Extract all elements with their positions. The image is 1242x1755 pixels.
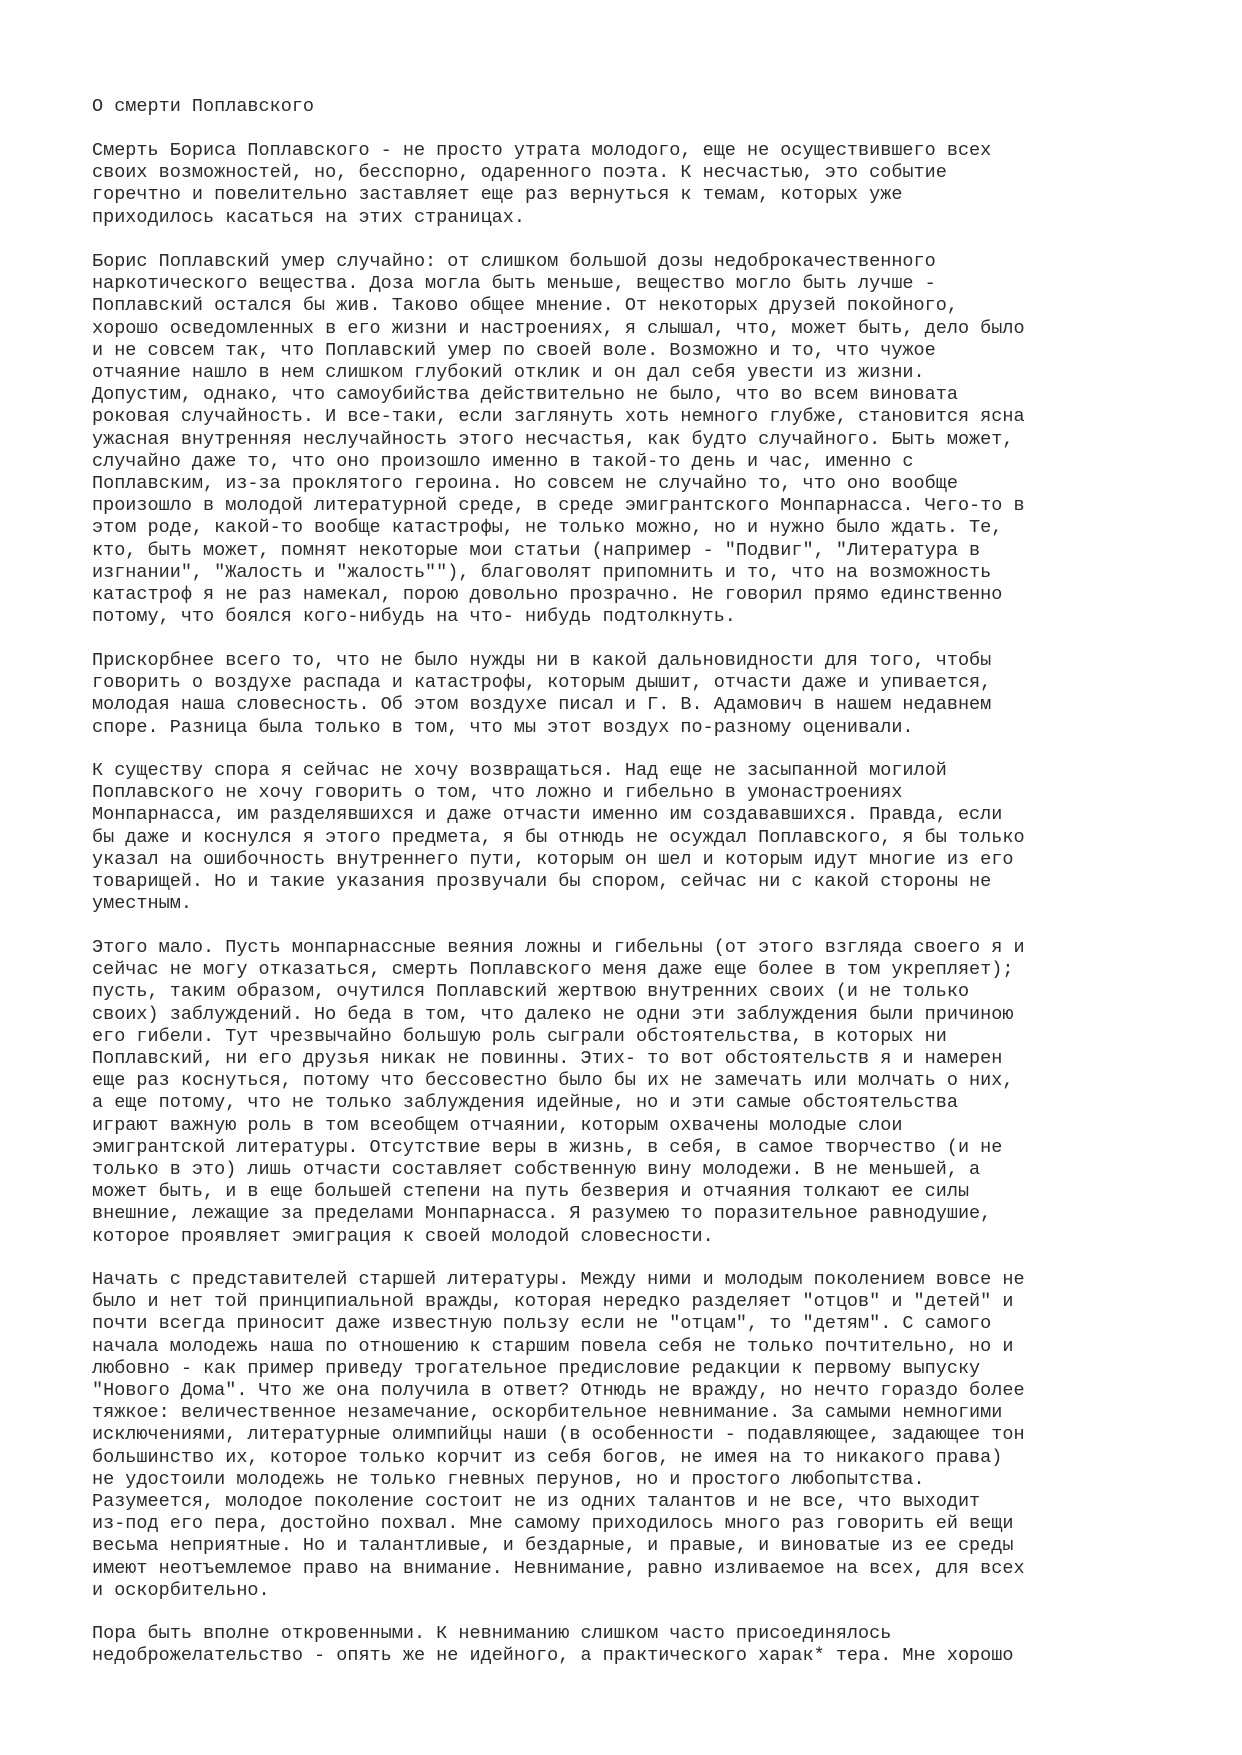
paragraph: Борис Поплавский умер случайно: от слишком большой дозы недоброкачественного наркотического вещества. Доза могла быть меньше, вещество могло быть лучше - Поплавский остался бы жив. Таково общее мнение. От некоторых друзей покойного, хорошо осведомленных в его жизни и настроениях, я слышал, что, может быть, дело было и не совсем так, что Поплавский умер по своей воле. Возможно и то, что чужое отчаяние нашло в нем слишком глубокий отклик и он дал себя увести из жизни. Допустим, однако, что самоубийства действительно не было, что во всем виновата роковая случайность. И все-таки, если заглянуть хоть немного глубже, становится ясна ужасная внутренняя неслучайность этого несчастья, как будто случайного. Быть может, случайно даже то, что оно произошло именно в такой-то день и час, именно с Поплавским, из-за проклятого героина. Но совсем не случайно то, что оно вообще произошло в молодой литературной среде, в среде эмигрантского Монпарнасса. Чего-то в этом роде, какой-то вообще катастрофы, не только можно, но и нужно было ждать. Те, кто, быть может, помнят некоторые мои статьи (например - "Подвиг", "Литература в изгнании", "Жалость и "жалость""), благоволят припомнить и то, что на возможность катастроф я не раз намекал, порою довольно прозрачно. Не говорил прямо единственно потому, что боялся кого-нибудь на что- нибудь подтолкнуть. <box>92 251 1025 628</box>
document-title: О смерти Поплавского <box>92 96 315 117</box>
paragraph: Прискорбнее всего то, что не было нужды ни в какой дальновидности для того, чтобы говорить о воздухе распада и катастрофы, которым дышит, отчасти даже и упивается, молодая наша словесность. Об этом воздухе писал и Г. В. Адамович в нашем недавнем споре. Разница была только в том, что мы этот воздух по-разному оценивали. <box>92 650 992 738</box>
paragraph: К существу спора я сейчас не хочу возвращаться. Над еще не засыпанной могилой Поплавского не хочу говорить о том, что ложно и гибельно в умонастроениях Монпарнасса, им разделявшихся и даже отчасти именно им создававшихся. Правда, если бы даже и коснулся я этого предмета, я бы отнюдь не осуждал Поплавского, я бы только указал на ошибочность внутреннего пути, которым он шел и которым идут многие из его товарищей. Но и такие указания прозвучали бы спором, сейчас ни с какой стороны не уместным. <box>92 760 1025 915</box>
paragraph: Начать с представителей старшей литературы. Между ними и молодым поколением вовсе не было и нет той принципиальной вражды, которая нередко разделяет "отцов" и "детей" и почти всегда приносит даже известную пользу если не "отцам", то "детям". С самого начала молодежь наша по отношению к старшим повела себя не только почтительно, но и любовно - как пример приведу трогательное предисловие редакции к первому выпуску "Нового Дома". Что же она получила в ответ? Отнюдь не вражду, но нечто гораздо более тяжкое: величественное незамечание, оскорбительное невнимание. За самыми немногими исключениями, литературные олимпийцы наши (в особенности - подавляющее, задающее тон большинство их, которое только корчит из себя богов, не имея на то никакого права) не удостоили молодежь не только гневных перунов, но и простого любопытства. Разумеется, молодое поколение состоит не из одних талантов и не все, что выходит из-под его пера, достойно похвал. Мне самому приходилось много раз говорить ей вещи весьма неприятные. Но и талантливые, и бездарные, и правые, и виноватые из ее среды имеют неотъемлемое право на внимание. Невнимание, равно изливаемое на всех, для всех и оскорбительно. <box>92 1269 1025 1601</box>
paragraph: Пора быть вполне откровенными. К невниманию слишком часто присоединялось недоброжелательство - опять же не идейного, а практического харак* тера. Мне хорошо <box>92 1623 1014 1667</box>
paragraph: Смерть Бориса Поплавского - не просто утрата молодого, еще не осуществившего всех своих возможностей, но, бесспорно, одаренного поэта. К несчастью, это событие горечтно и повелительно заставляет еще раз вернуться к темам, которых уже приходилось касаться на этих страницах. <box>92 140 992 228</box>
paragraph: Этого мало. Пусть монпарнассные веяния ложны и гибельны (от этого взгляда своего я и сейчас не могу отказаться, смерть Поплавского меня даже еще более в том укрепляет); пусть, таким образом, очутился Поплавский жертвою внутренних своих (и не только своих) заблуждений. Но беда в том, что далеко не одни эти заблуждения были причиною его гибели. Тут чрезвычайно большую роль сыграли обстоятельства, в которых ни Поплавский, ни его друзья никак не повинны. Этих- то вот обстоятельств я и намерен еще раз коснуться, потому что бессовестно было бы их не замечать или молчать о них, а еще потому, что не только заблуждения идейные, но и эти самые обстоятельства играют важную роль в том всеобщем отчаянии, которым охвачены молодые слои эмигрантской литературы. Отсутствие веры в жизнь, в себя, в самое творчество (и не только в это) лишь отчасти составляет собственную вину молодежи. В не меньшей, а может быть, и в еще большей степени на путь безверия и отчаяния толкают ее силы внешние, лежащие за пределами Монпарнасса. Я разумею то поразительное равнодушие, которое проявляет эмиграция к своей молодой словесности. <box>92 937 1025 1247</box>
